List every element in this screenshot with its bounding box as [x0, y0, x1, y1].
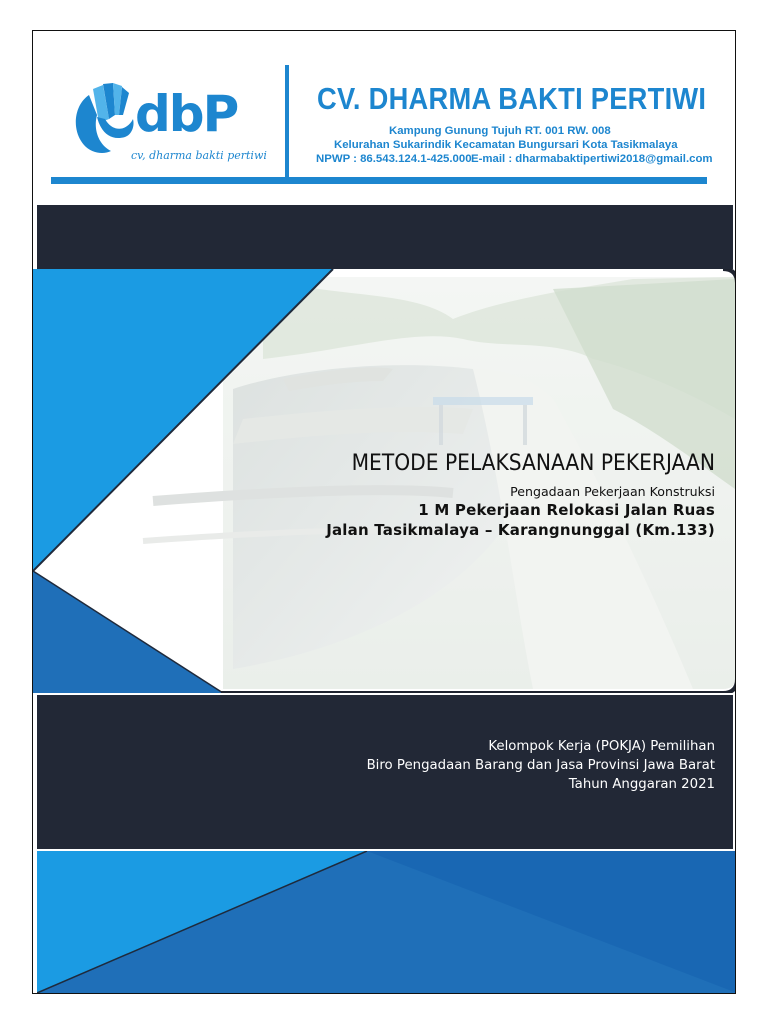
header-divider	[285, 65, 289, 177]
dark-band-top	[37, 205, 733, 269]
svg-text:dbP: dbP	[135, 85, 238, 143]
company-logo	[69, 75, 267, 175]
footer-line-3: Tahun Anggaran 2021	[568, 777, 715, 792]
logo-tagline: cv, dharma bakti pertiwi	[131, 149, 267, 162]
document-title: METODE PELAKSANAAN PEKERJAAN	[351, 451, 715, 476]
email-text: E-mail : dharmabaktipertiwi2018@gmail.com	[471, 153, 713, 165]
header-rule	[51, 177, 707, 184]
footer-line-2: Biro Pengadaan Barang dan Jasa Provinsi Jawa Barat	[366, 758, 715, 773]
address-line-2: Kelurahan Sukarindik Kecamatan Bungursari Kota Tasikmalaya	[334, 139, 678, 151]
cover-title-block	[320, 451, 715, 539]
document-subtitle-2: 1 M Pekerjaan Relokasi Jalan Ruas	[418, 501, 715, 519]
letterhead	[33, 31, 735, 203]
cover-page	[32, 30, 736, 994]
footer-block	[367, 737, 715, 794]
bottom-artwork	[37, 851, 736, 993]
address-line-1: Kampung Gunung Tujuh RT. 001 RW. 008	[389, 125, 611, 137]
cover-photo-area	[33, 269, 735, 693]
footer-line-1: Kelompok Kerja (POKJA) Pemilihan	[488, 739, 715, 754]
document-subtitle-1: Pengadaan Pekerjaan Konstruksi	[510, 484, 715, 499]
npwp-text: NPWP : 86.543.124.1-425.000	[316, 153, 472, 165]
company-name: CV. DHARMA BAKTI PERTIWI	[317, 81, 707, 116]
bottom-decoration	[37, 851, 733, 991]
document-subtitle-3: Jalan Tasikmalaya – Karangnunggal (Km.133)	[326, 521, 715, 539]
